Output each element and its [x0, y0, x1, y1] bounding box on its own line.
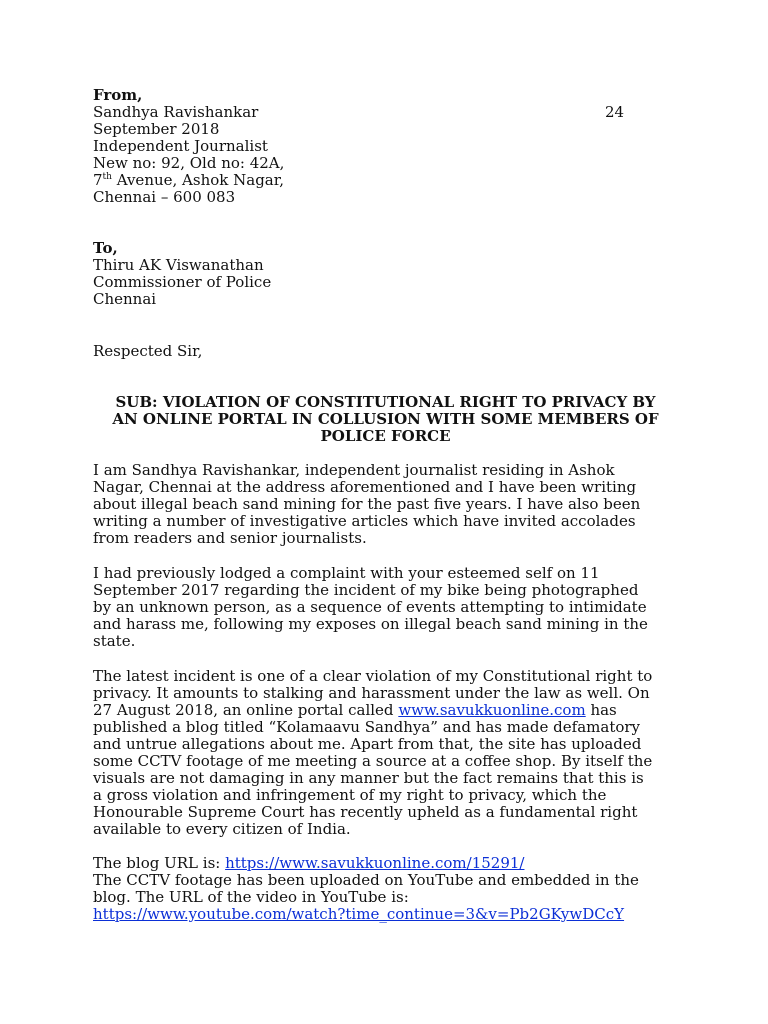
- blog-url-link[interactable]: https://www.savukkuonline.com/15291/: [225, 854, 525, 872]
- sender-name: Sandhya Ravishankar: [93, 103, 259, 121]
- recipient-block: [93, 240, 673, 308]
- recipient-name: Thiru AK Viswanathan: [93, 256, 264, 274]
- sender-address-line1: New no: 92, Old no: 42A,: [93, 154, 285, 172]
- sender-address-line2: 7th Avenue, Ashok Nagar,: [93, 171, 285, 189]
- portal-line: 27 August 2018, an online portal called www.savukkuonline.com has: [93, 701, 617, 719]
- recipient-title: Commissioner of Police: [93, 273, 272, 291]
- paragraph-urls: The blog URL is: https://www.savukkuonline.com/15291/ The CCTV footage has been uploaded on YouTube and embedded in the blog. The URL of the video in YouTube is: https://www.youtube.com/watch?time_continue=3&v=Pb2GKywDCcY: [93, 855, 678, 923]
- salutation: Respected Sir,: [93, 342, 203, 360]
- paragraph-intro: I am Sandhya Ravishankar, independent journalist residing in Ashok Nagar, Chennai at the address aforementioned and I have been writing about illegal beach sand mining for the past five years. I have also been writing a number of investigative articles which have invited accolades from readers and senior journalists.: [93, 461, 641, 547]
- youtube-url-link[interactable]: https://www.youtube.com/watch?time_continue=3&v=Pb2GKywDCcY: [93, 905, 625, 923]
- sender-title: Independent Journalist: [93, 137, 268, 155]
- blog-url-line: The blog URL is: https://www.savukkuonline.com/15291/: [93, 854, 525, 872]
- sender-address-line3: Chennai – 600 083: [93, 188, 236, 206]
- recipient-city: Chennai: [93, 290, 157, 308]
- date-month-year: September 2018: [93, 120, 220, 138]
- date-day: 24: [605, 103, 625, 121]
- sender-block: [93, 87, 673, 206]
- from-heading: From,: [93, 86, 143, 104]
- paragraph-previous-complaint: I had previously lodged a complaint with your esteemed self on 11 September 2017 regarding the incident of my bike being photographed by an unknown person, as a sequence of events attempting to intimidate and harass me, following my exposes on illegal beach sand mining in the state.: [93, 564, 648, 650]
- paragraph-latest-incident: The latest incident is one of a clear violation of my Constitutional right to privacy. It amounts to stalking and harassment under the law as well. On 27 August 2018, an online portal called www.savukkuonline.com has published a blog titled “Kolamaavu Sandhya” and has made defamatory and untrue allegations about me. Apart from that, the site has uploaded some CCTV footage of me meeting a source at a coffee shop. By itself the visuals are not damaging in any manner but the fact remains that this is a gross violation and infringement of my right to privacy, which the Honourable Supreme Court has recently upheld as a fundamental right available to every citizen of India.: [93, 668, 678, 838]
- to-heading: To,: [93, 239, 118, 257]
- portal-link[interactable]: www.savukkuonline.com: [398, 701, 586, 719]
- subject-heading: SUB: VIOLATION OF CONSTITUTIONAL RIGHT TO PRIVACY BY AN ONLINE PORTAL IN COLLUSION WITH SOME MEMBERS OF POLICE FORCE: [112, 393, 659, 445]
